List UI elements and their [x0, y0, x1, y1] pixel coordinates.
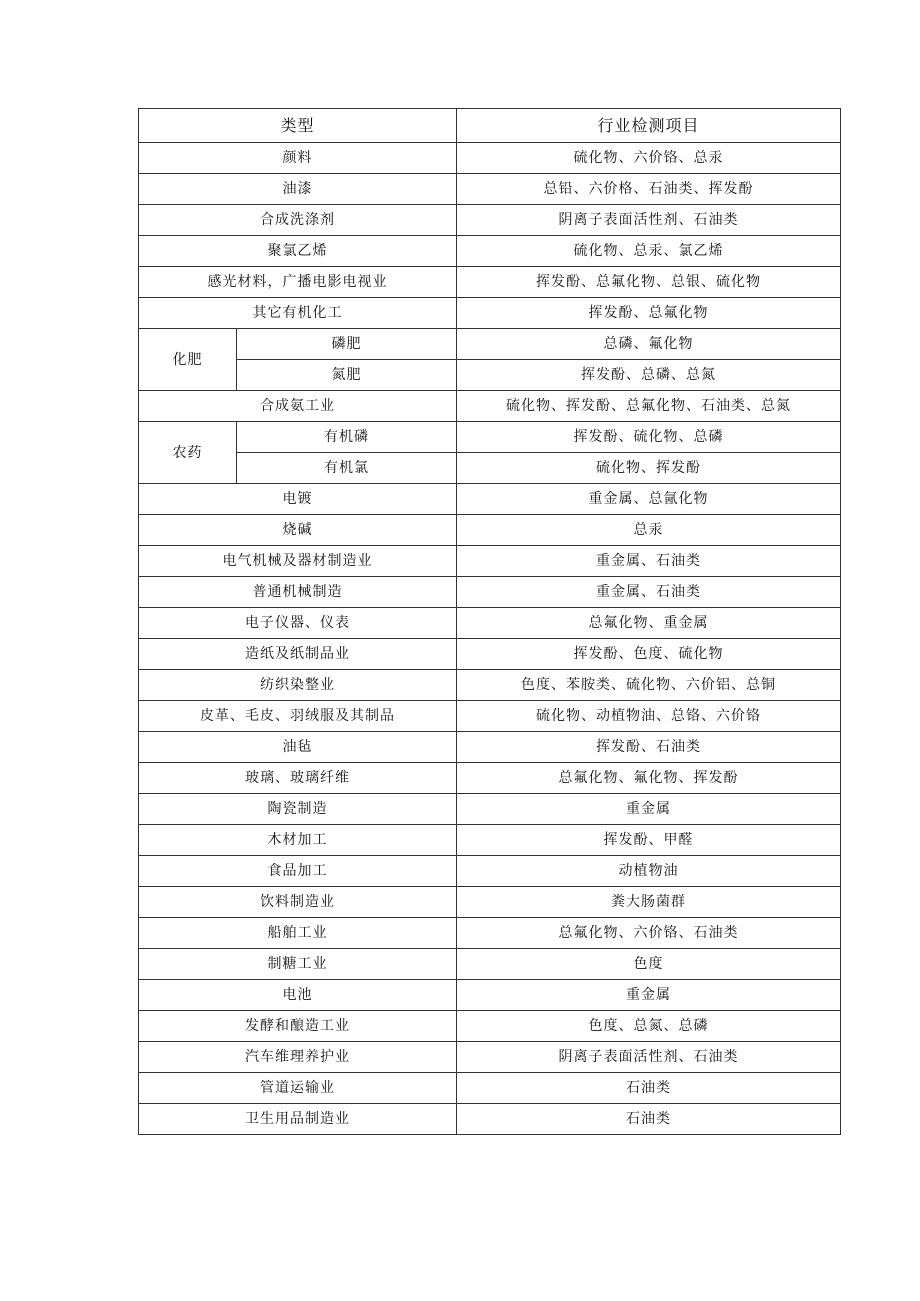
table-row	[139, 918, 841, 949]
table-row	[139, 639, 841, 670]
type-cell: 电气机械及器材制造业	[139, 546, 457, 577]
items-cell: 挥发酚、总氟化物	[457, 298, 841, 329]
table-row	[139, 670, 841, 701]
items-cell: 挥发酚、甲醛	[457, 825, 841, 856]
type-cell: 合成氨工业	[139, 391, 457, 422]
type-cell: 纺织染整业	[139, 670, 457, 701]
type-cell: 普通机械制造	[139, 577, 457, 608]
type-cell: 食品加工	[139, 856, 457, 887]
subtype-cell: 有机氯	[237, 453, 457, 484]
category-cell: 农药	[139, 422, 237, 484]
items-cell: 重金属、石油类	[457, 546, 841, 577]
type-cell: 电子仪器、仪表	[139, 608, 457, 639]
items-cell: 粪大肠菌群	[457, 887, 841, 918]
table-row	[139, 329, 841, 360]
subtype-cell: 氮肥	[237, 360, 457, 391]
table-row	[139, 515, 841, 546]
table-row	[139, 267, 841, 298]
type-cell: 饮料制造业	[139, 887, 457, 918]
header-type: 类型	[139, 109, 457, 143]
table-row	[139, 1104, 841, 1135]
items-cell: 总铅、六价格、石油类、挥发酚	[457, 174, 841, 205]
items-cell: 硫化物、六价铬、总汞	[457, 143, 841, 174]
items-cell: 色度	[457, 949, 841, 980]
table-row	[139, 856, 841, 887]
subtype-cell: 有机磷	[237, 422, 457, 453]
table-row	[139, 794, 841, 825]
type-cell: 油漆	[139, 174, 457, 205]
type-cell: 管道运输业	[139, 1073, 457, 1104]
table-row	[139, 391, 841, 422]
items-cell: 挥发酚、总磷、总氮	[457, 360, 841, 391]
table-row	[139, 174, 841, 205]
type-cell: 其它有机化工	[139, 298, 457, 329]
table-row	[139, 546, 841, 577]
items-cell: 挥发酚、总氟化物、总银、硫化物	[457, 267, 841, 298]
type-cell: 陶瓷制造	[139, 794, 457, 825]
items-cell: 石油类	[457, 1104, 841, 1135]
table-row	[139, 732, 841, 763]
table-row	[139, 887, 841, 918]
type-cell: 皮革、毛皮、羽绒服及其制品	[139, 701, 457, 732]
items-cell: 重金属、石油类	[457, 577, 841, 608]
table-row	[139, 825, 841, 856]
type-cell: 合成洗涤剂	[139, 205, 457, 236]
table-row	[139, 422, 841, 453]
industry-monitoring-table	[138, 108, 841, 1135]
items-cell: 动植物油	[457, 856, 841, 887]
type-cell: 电镀	[139, 484, 457, 515]
items-cell: 石油类	[457, 1073, 841, 1104]
table-row	[139, 360, 841, 391]
items-cell: 挥发酚、石油类	[457, 732, 841, 763]
table-row	[139, 236, 841, 267]
items-cell: 重金属	[457, 980, 841, 1011]
items-cell: 总汞	[457, 515, 841, 546]
table-header-row	[139, 109, 841, 143]
header-items: 行业检测项目	[457, 109, 841, 143]
items-cell: 挥发酚、色度、硫化物	[457, 639, 841, 670]
table-row	[139, 701, 841, 732]
type-cell: 造纸及纸制品业	[139, 639, 457, 670]
items-cell: 阴离子表面活性剂、石油类	[457, 205, 841, 236]
type-cell: 烧碱	[139, 515, 457, 546]
subtype-cell: 磷肥	[237, 329, 457, 360]
table-row	[139, 1011, 841, 1042]
table-row	[139, 143, 841, 174]
type-cell: 油毡	[139, 732, 457, 763]
table-row	[139, 453, 841, 484]
type-cell: 卫生用品制造业	[139, 1104, 457, 1135]
items-cell: 重金属	[457, 794, 841, 825]
items-cell: 总氟化物、六价铬、石油类	[457, 918, 841, 949]
items-cell: 总氟化物、氟化物、挥发酚	[457, 763, 841, 794]
table-row	[139, 298, 841, 329]
type-cell: 玻璃、玻璃纤维	[139, 763, 457, 794]
table-row	[139, 1073, 841, 1104]
items-cell: 挥发酚、硫化物、总磷	[457, 422, 841, 453]
type-cell: 制糖工业	[139, 949, 457, 980]
items-cell: 总磷、氟化物	[457, 329, 841, 360]
table-row	[139, 577, 841, 608]
type-cell: 感光材料，广播电影电视业	[139, 267, 457, 298]
items-cell: 色度、总氮、总磷	[457, 1011, 841, 1042]
table-row	[139, 980, 841, 1011]
items-cell: 阴离子表面活性剂、石油类	[457, 1042, 841, 1073]
table-row	[139, 1042, 841, 1073]
table-row	[139, 949, 841, 980]
items-cell: 总氟化物、重金属	[457, 608, 841, 639]
items-cell: 重金属、总氤化物	[457, 484, 841, 515]
items-cell: 硫化物、挥发酚、总氟化物、石油类、总氮	[457, 391, 841, 422]
items-cell: 硫化物、总汞、氯乙烯	[457, 236, 841, 267]
items-cell: 硫化物、挥发酚	[457, 453, 841, 484]
table-row	[139, 205, 841, 236]
type-cell: 电池	[139, 980, 457, 1011]
table-row	[139, 763, 841, 794]
category-cell: 化肥	[139, 329, 237, 391]
items-cell: 硫化物、动植物油、总铬、六价铬	[457, 701, 841, 732]
type-cell: 船舶工业	[139, 918, 457, 949]
type-cell: 颜料	[139, 143, 457, 174]
type-cell: 聚氯乙烯	[139, 236, 457, 267]
type-cell: 发酵和酿造工业	[139, 1011, 457, 1042]
type-cell: 汽车维理养护业	[139, 1042, 457, 1073]
items-cell: 色度、苯胺类、硫化物、六价铝、总铜	[457, 670, 841, 701]
table-row	[139, 484, 841, 515]
type-cell: 木材加工	[139, 825, 457, 856]
table-row	[139, 608, 841, 639]
